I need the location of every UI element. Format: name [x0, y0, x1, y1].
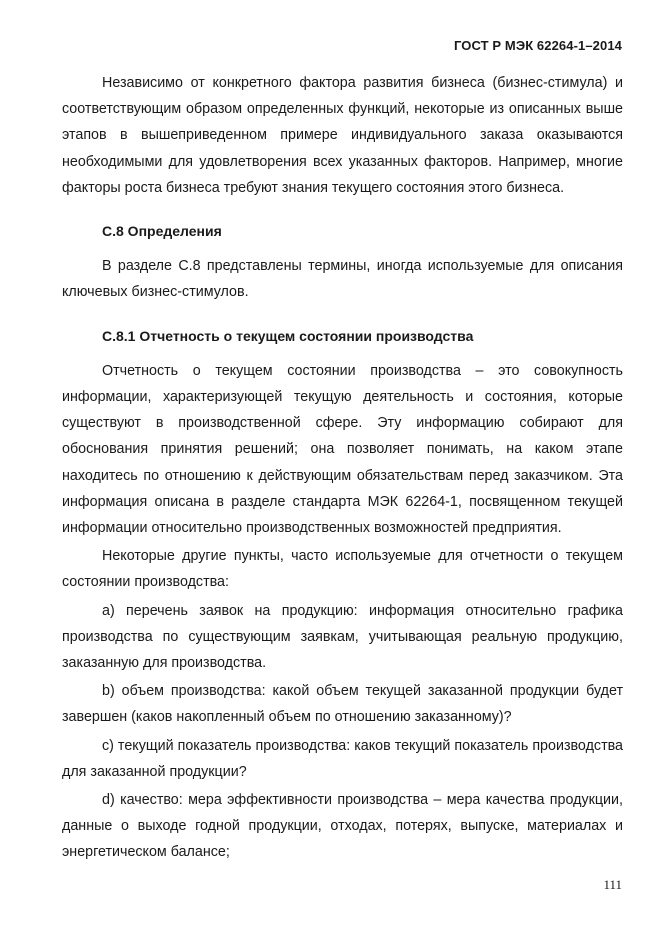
- paragraph-intro: Независимо от конкретного фактора развития бизнеса (бизнес-стимула) и соответствующим образом определенных функций, некоторые из описанных выше этапов в вышеприведенном примере индивидуального заказа оказываются необходимыми для удовлетворения всех указанных факторов. Например, многие факторы роста бизнеса требуют знания текущего состояния этого бизнеса.: [62, 75, 623, 196]
- paragraph-c81-items-intro: Некоторые другие пункты, часто используемые для отчетности о текущем состоянии производства:: [62, 548, 623, 591]
- section-heading-c8: С.8 Определения: [102, 223, 222, 240]
- list-item-d: d) качество: мера эффективности производства – мера качества продукции, данные о выходе годной продукции, отходах, потерях, выпуске, материалах и энергетическом балансе;: [62, 792, 623, 861]
- list-item-c: c) текущий показатель производства: каков текущий показатель производства для заказанной продукции?: [62, 737, 623, 780]
- paragraph-c8: В разделе С.8 представлены термины, иногда используемые для описания ключевых бизнес-стимулов.: [62, 258, 623, 301]
- list-item-b: b) объем производства: какой объем текущей заказанной продукции будет завершен (каков накопленный объем по отношению заказанному)?: [62, 683, 623, 726]
- section-heading-c81: С.8.1 Отчетность о текущем состоянии производства: [102, 327, 474, 344]
- document-body: [62, 70, 623, 866]
- document-header: ГОСТ Р МЭК 62264-1–2014: [454, 38, 622, 53]
- page-number: 111: [603, 877, 622, 892]
- list-item-a: а) перечень заявок на продукцию: информация относительно графика производства по существующим заявкам, учитывающая реальную продукцию, заказанную для производства.: [62, 602, 623, 672]
- paragraph-c81-definition: Отчетность о текущем состоянии производства – это совокупность информации, характеризующей текущую деятельность и состояния, которые существуют в производственной сфере. Эту информацию собирают для обоснования принятия решений; она позволяет понимать, на каком этапе находитесь по отношению к действующим обязательствам перед заказчиком. Эта информация описана в разделе стандарта МЭК 62264-1, посвященном текущей информации относительно производственных возможностей предприятия.: [62, 362, 623, 537]
